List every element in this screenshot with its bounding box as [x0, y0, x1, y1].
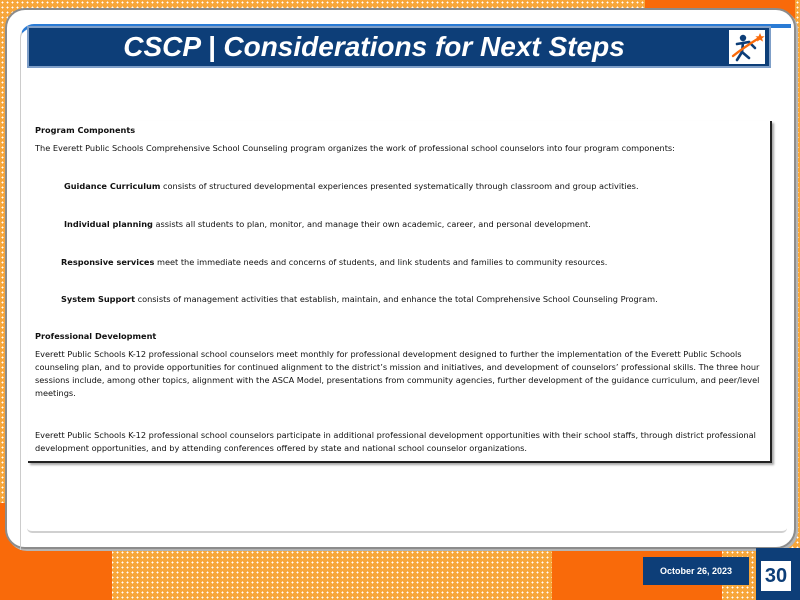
component-system-support	[61, 293, 761, 306]
program-components-heading: Program Components	[35, 125, 136, 135]
program-intro-text: The Everett Public Schools Comprehensive School Counseling program organizes the work of professional school counselors into four program components:	[35, 143, 675, 153]
professional-development-heading: Professional Development	[35, 331, 157, 341]
component-text: consists of structured developmental experiences presented systematically through classroom and group activities.	[160, 181, 639, 191]
component-lead: Responsive services	[61, 257, 155, 267]
professional-development-paragraph-2: Everett Public Schools K-12 professional school counselors participate in additional professional development opportunities with their school staffs, through district professional development opportunities, and by attending conferences offered by state and national school counselor organizations.	[35, 430, 756, 453]
page-number: 30	[760, 560, 792, 592]
component-lead: Individual planning	[64, 219, 153, 229]
page-number-box	[756, 548, 800, 600]
component-text: meet the immediate needs and concerns of students, and link students and families to community resources.	[154, 257, 608, 267]
component-responsive-services	[61, 256, 761, 269]
footer-date: October 26, 2023	[643, 557, 749, 585]
title-bar	[27, 26, 771, 68]
component-lead: System Support	[61, 294, 135, 304]
component-text: assists all students to plan, monitor, and manage their own academic, career, and personal development.	[152, 219, 591, 229]
content-box	[28, 121, 772, 463]
professional-development-paragraph-1: Everett Public Schools K-12 professional school counselors meet monthly for professional development designed to further the implementation of the Everett Public Schools counseling plan, and to provide opportunities for continued alignment to the district’s mission and initiatives, and development of counselors’ professional skills. The three hour sessions include, among other topics, alignment with the ASCA Model, presentations from community agencies, further development of the guidance curriculum, and peer/level meetings.	[35, 349, 760, 398]
component-individual-planning	[64, 218, 754, 231]
component-guidance-curriculum	[64, 180, 754, 193]
slide-title: CSCP | Considerations for Next Steps	[123, 31, 625, 62]
figure-with-star-logo-icon	[729, 30, 765, 64]
component-lead: Guidance Curriculum	[64, 181, 161, 191]
frame-inner-bottom-line	[27, 528, 787, 533]
component-text: consists of management activities that establish, maintain, and enhance the total Comprehensive School Counseling Program.	[134, 294, 658, 304]
